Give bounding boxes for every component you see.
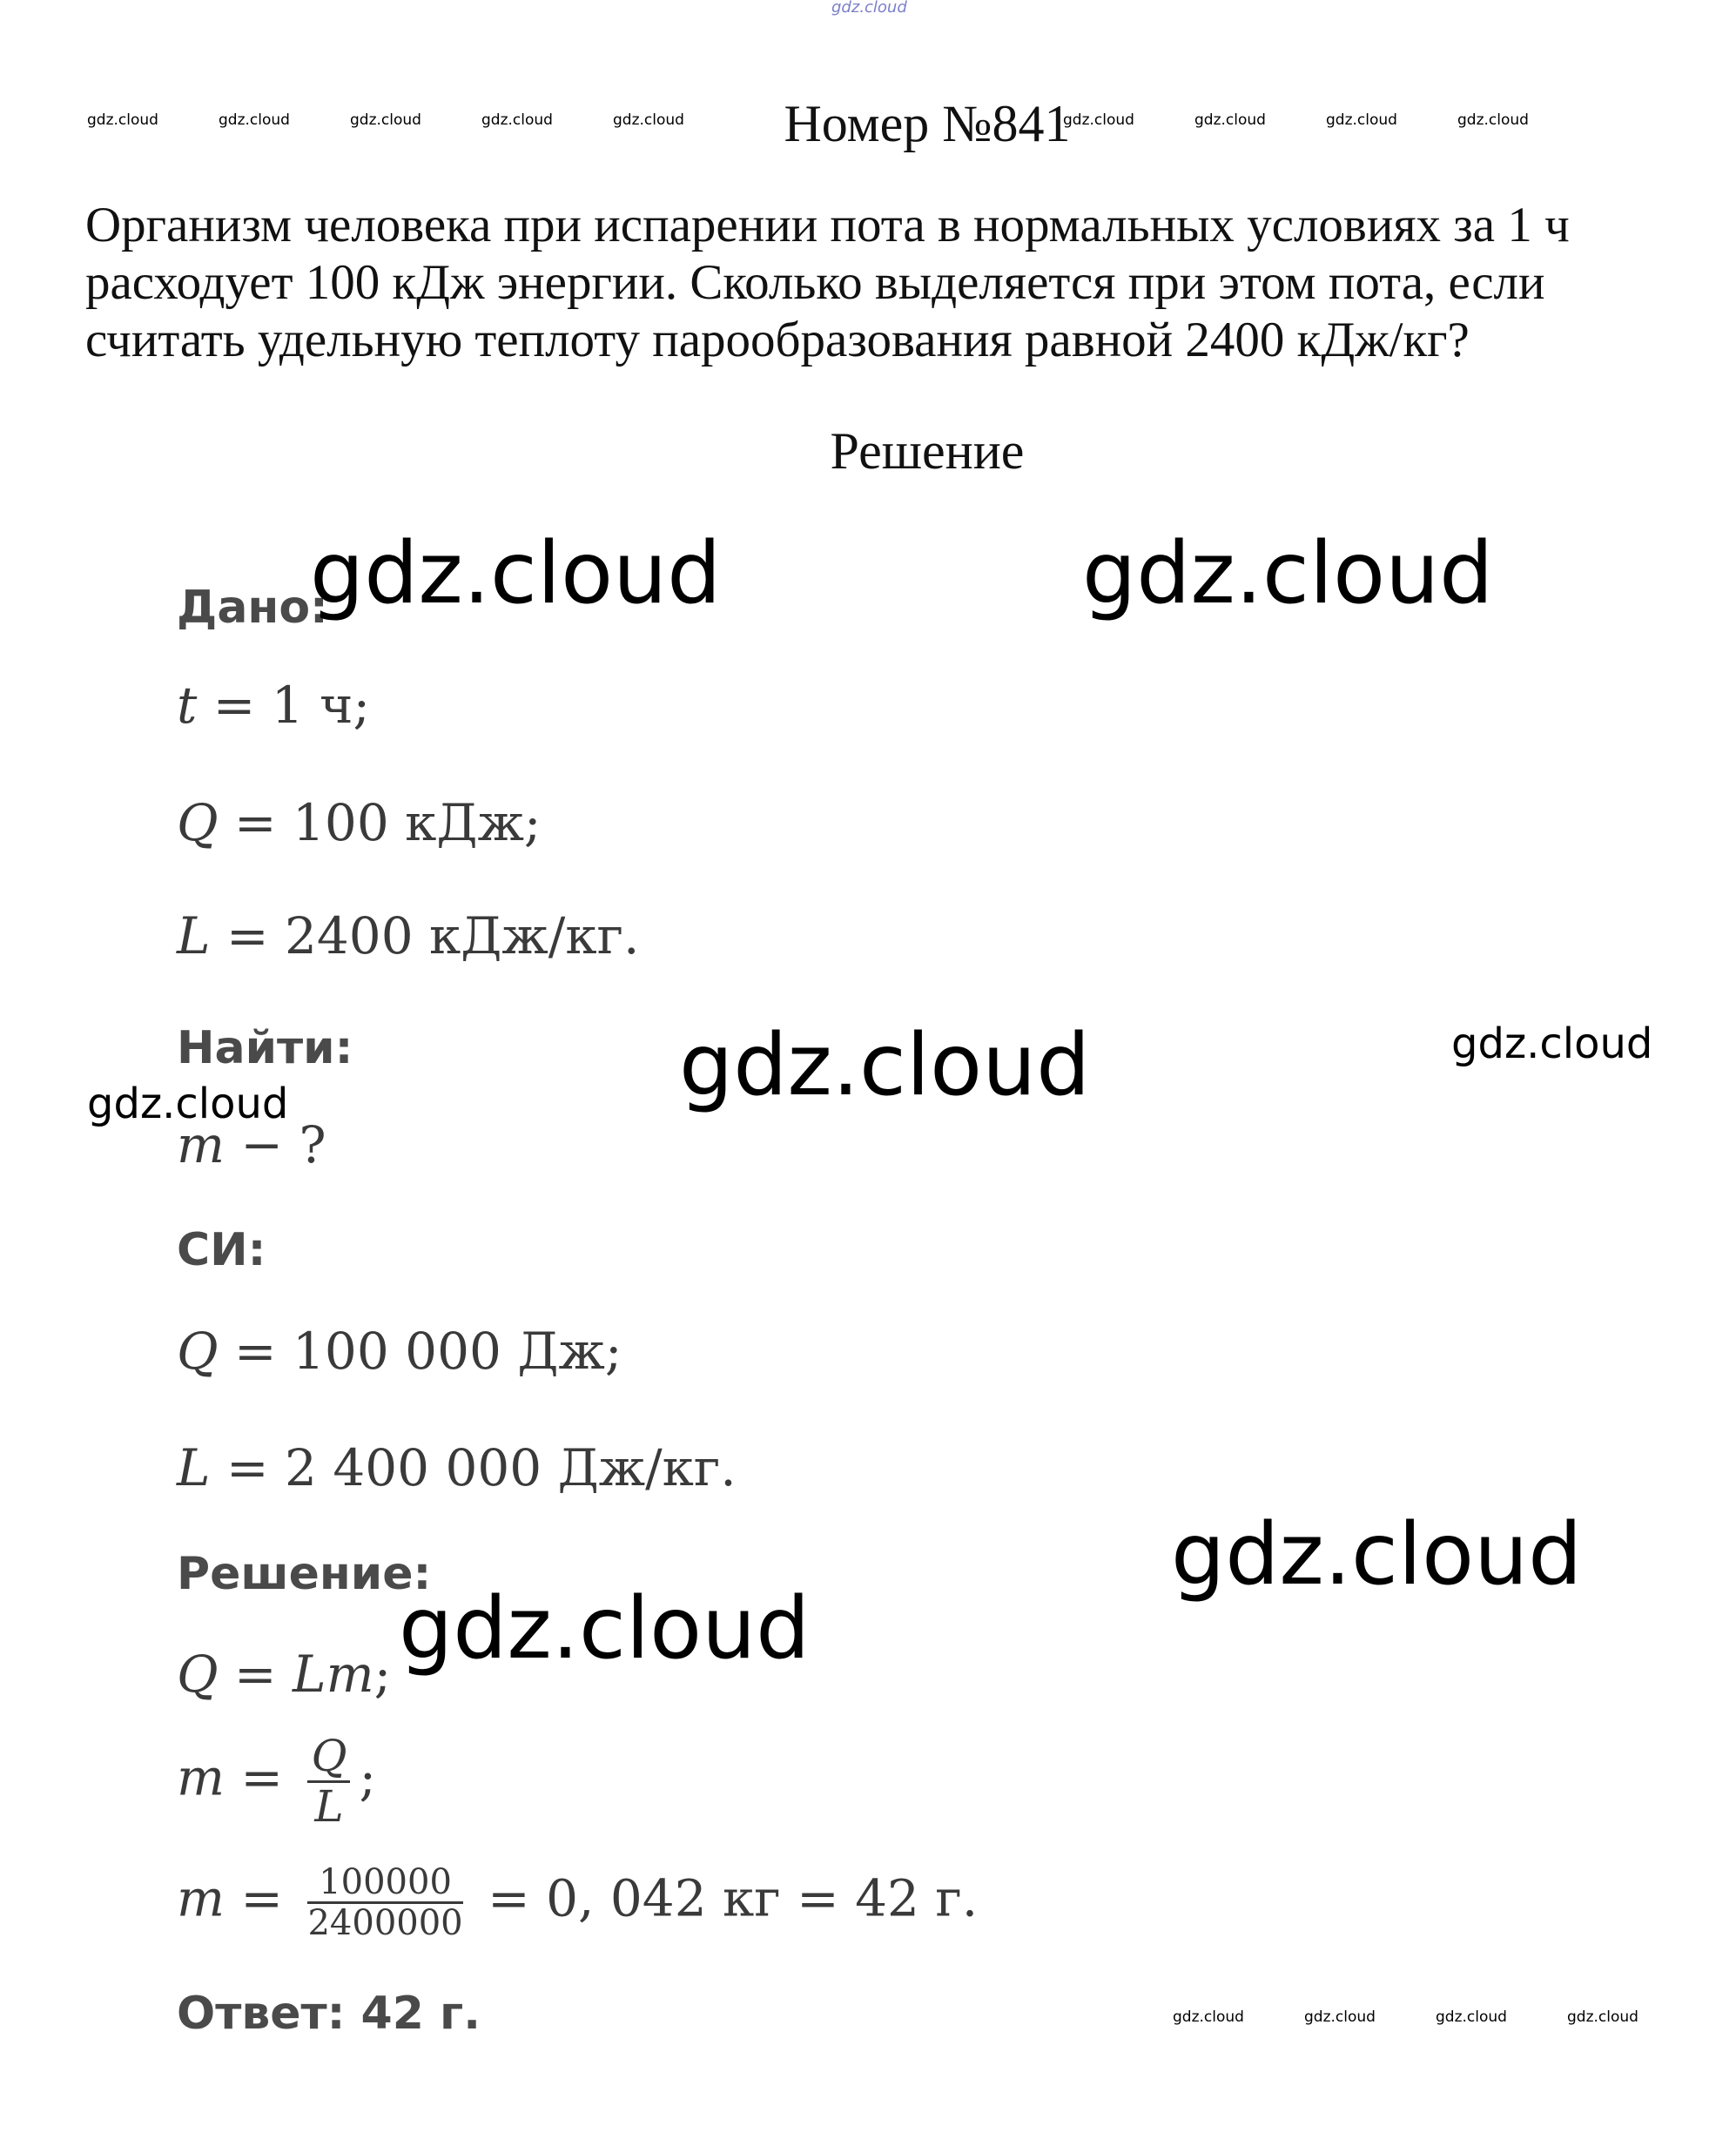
time-variable: t bbox=[177, 676, 198, 735]
formula-result bbox=[177, 1863, 978, 1942]
given-label: Дано: bbox=[177, 582, 328, 634]
watermark-footer-3: gdz.cloud bbox=[1436, 2008, 1507, 2026]
formula-heat-rhs: Lm bbox=[293, 1645, 374, 1704]
watermark-header-1: gdz.cloud bbox=[87, 111, 158, 129]
formula-heat-end: ; bbox=[373, 1645, 392, 1704]
given-heat bbox=[177, 793, 542, 852]
formula-result-eq: = bbox=[225, 1868, 299, 1928]
problem-line-3: считать удельную теплоту парообразования равной 2400 кДж/кг? bbox=[85, 313, 1470, 367]
formula-mass-denominator: L bbox=[314, 1781, 344, 1832]
watermark-mid-1: gdz.cloud bbox=[1451, 1019, 1653, 1068]
formula-result-lhs: m bbox=[177, 1868, 225, 1928]
watermark-header-2: gdz.cloud bbox=[219, 111, 290, 129]
si-latent-heat-value: = 2 400 000 Дж/кг. bbox=[210, 1438, 737, 1497]
watermark-mid-2: gdz.cloud bbox=[87, 1080, 289, 1128]
formula-result-fraction bbox=[307, 1863, 462, 1942]
si-label: СИ: bbox=[177, 1224, 266, 1276]
watermark-big-2: gdz.cloud bbox=[1082, 524, 1494, 623]
si-heat bbox=[177, 1322, 622, 1381]
page-title: Номер №841 bbox=[784, 95, 1071, 152]
watermark-big-3: gdz.cloud bbox=[679, 1016, 1091, 1115]
formula-mass-fraction bbox=[307, 1732, 350, 1831]
latent-heat-value: = 2400 кДж/кг. bbox=[210, 906, 640, 965]
solution-heading: Решение bbox=[830, 422, 1025, 480]
si-latent-heat-variable: L bbox=[177, 1438, 211, 1497]
watermark-header-6: gdz.cloud bbox=[1063, 111, 1134, 129]
si-heat-variable: Q bbox=[177, 1322, 219, 1381]
solve-label: Решение: bbox=[177, 1548, 432, 1600]
answer: Ответ: 42 г. bbox=[177, 1988, 481, 2040]
watermark-header-8: gdz.cloud bbox=[1326, 111, 1397, 129]
formula-heat-lhs: Q bbox=[177, 1645, 219, 1704]
watermark-header-5: gdz.cloud bbox=[613, 111, 684, 129]
formula-mass-eq: = bbox=[225, 1747, 299, 1807]
watermark-footer-2: gdz.cloud bbox=[1304, 2008, 1376, 2026]
watermark-big-5: gdz.cloud bbox=[399, 1579, 811, 1678]
mass-variable: m bbox=[177, 1115, 225, 1174]
latent-heat-variable: L bbox=[177, 906, 211, 965]
formula-mass-lhs: m bbox=[177, 1747, 225, 1807]
mass-unknown: − ? bbox=[225, 1115, 326, 1174]
problem-text bbox=[85, 197, 1687, 369]
watermark-header-4: gdz.cloud bbox=[481, 111, 553, 129]
heat-variable: Q bbox=[177, 793, 219, 852]
formula-result-rest: = 0, 042 кг = 42 г. bbox=[471, 1868, 979, 1928]
si-latent-heat bbox=[177, 1438, 737, 1497]
watermark-footer-1: gdz.cloud bbox=[1173, 2008, 1244, 2026]
watermark-top: gdz.cloud bbox=[831, 0, 907, 17]
formula-result-denominator: 2400000 bbox=[307, 1903, 463, 1943]
problem-line-1: Организм человека при испарении пота в нормальных условиях за 1 ч bbox=[85, 198, 1570, 252]
formula-heat bbox=[177, 1645, 392, 1704]
si-heat-value: = 100 000 Дж; bbox=[218, 1322, 622, 1381]
watermark-header-9: gdz.cloud bbox=[1457, 111, 1529, 129]
time-value: = 1 ч; bbox=[197, 676, 371, 735]
heat-value: = 100 кДж; bbox=[218, 793, 542, 852]
watermark-footer-4: gdz.cloud bbox=[1567, 2008, 1638, 2026]
given-latent-heat bbox=[177, 906, 640, 965]
watermark-big-4: gdz.cloud bbox=[1171, 1505, 1583, 1604]
given-time bbox=[177, 676, 371, 735]
watermark-header-3: gdz.cloud bbox=[350, 111, 421, 129]
watermark-big-1: gdz.cloud bbox=[310, 524, 722, 623]
formula-mass-end: ; bbox=[359, 1747, 377, 1807]
formula-heat-eq: = bbox=[218, 1645, 293, 1704]
formula-result-numerator: 100000 bbox=[307, 1863, 462, 1904]
find-label: Найти: bbox=[177, 1022, 353, 1074]
problem-line-2: расходует 100 кДж энергии. Сколько выделяется при этом пота, если bbox=[85, 255, 1545, 310]
formula-mass bbox=[177, 1732, 376, 1831]
watermark-header-7: gdz.cloud bbox=[1194, 111, 1266, 129]
formula-mass-numerator: Q bbox=[311, 1731, 347, 1781]
